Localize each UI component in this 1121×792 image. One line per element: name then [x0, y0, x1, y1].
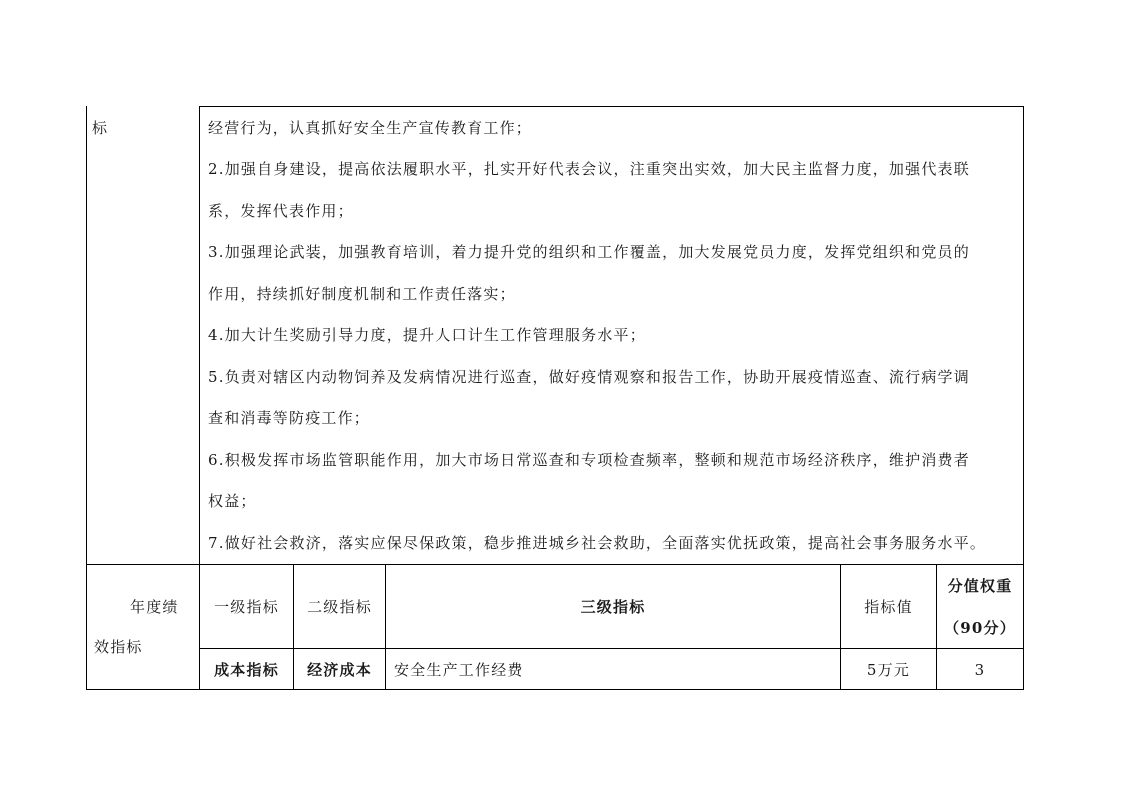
cell-level2: 经济成本: [307, 661, 372, 679]
content-line: 2.加强自身建设，提高依法履职水平，扎实开好代表会议，注重突出实效，加大民主监督力度，加强代表联: [208, 160, 970, 178]
table-divider-content: [86, 564, 1024, 565]
content-line: 5.负责对辖区内动物饲养及发病情况进行巡查，做好疫情观察和报告工作，协助开展疫情巡查、流行病学调: [208, 368, 970, 386]
content-line: 3.加强理论武装，加强教育培训，着力提升党的组织和工作覆盖，加大发展党员力度，发挥党组织和党员的: [208, 243, 970, 261]
year-label-line2: 效指标: [94, 638, 143, 656]
cell-value: 5万元: [866, 661, 911, 679]
header-level3: 三级指标: [580, 598, 646, 616]
table-divider-col2: [385, 564, 386, 690]
table-border-right: [1023, 106, 1024, 690]
table-border-bottom: [86, 689, 1024, 690]
header-weight-line2: （90分）: [944, 619, 1016, 637]
table-border-top: [199, 106, 1024, 107]
table-border-left: [86, 106, 87, 690]
table-divider-header: [199, 648, 1024, 649]
content-line: 作用，持续抓好制度机制和工作责任落实；: [208, 285, 516, 303]
content-line: 经营行为，认真抓好安全生产宣传教育工作；: [208, 119, 533, 137]
year-label-line1: 年度绩: [130, 598, 179, 616]
content-line: 查和消毒等防疫工作；: [208, 409, 371, 427]
header-level2: 二级指标: [307, 598, 372, 616]
content-line: 4.加大计生奖励引导力度，提升人口计生工作管理服务水平；: [208, 326, 646, 344]
content-line: 权益；: [208, 492, 257, 510]
cell-weight: 3: [974, 661, 986, 679]
content-line: 系，发挥代表作用；: [208, 202, 354, 220]
header-level1: 一级指标: [214, 598, 279, 616]
content-line: 7.做好社会救济，落实应保尽保政策，稳步推进城乡社会救助，全面落实优抚政策，提高社会事务服务水平。: [208, 534, 987, 552]
header-value: 指标值: [864, 598, 913, 616]
cell-level3: 安全生产工作经费: [394, 661, 524, 679]
content-line: 6.积极发挥市场监管职能作用，加大市场日常巡查和专项检查频率，整顿和规范市场经济秩序，维护消费者: [208, 451, 970, 469]
header-weight-line1: 分值权重: [947, 577, 1013, 595]
row-label-fragment: 标: [92, 119, 109, 137]
cell-level1: 成本指标: [214, 661, 279, 679]
